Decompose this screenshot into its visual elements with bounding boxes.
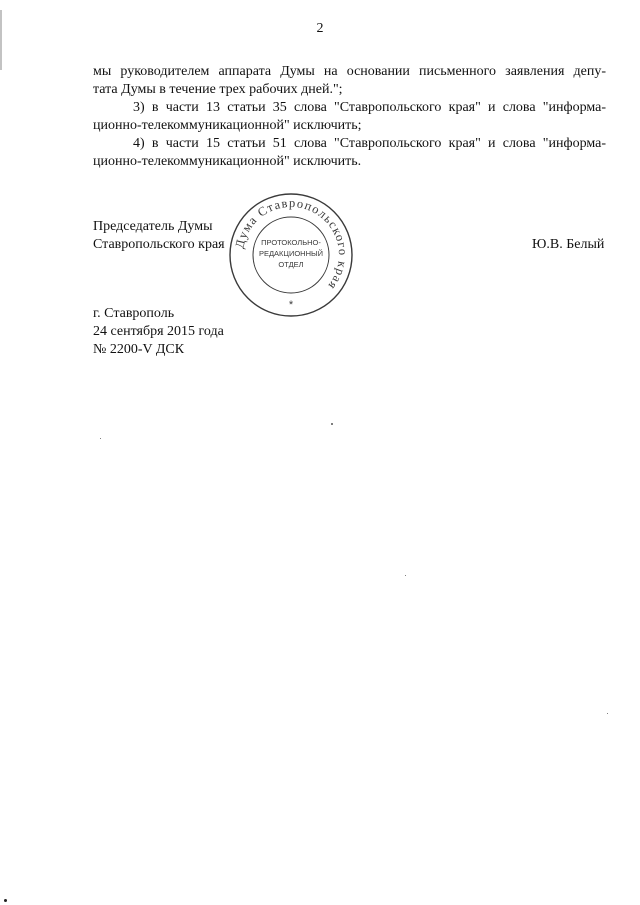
body-line-1: мы руководителем аппарата Думы на основании письменного заявления депу- [93, 64, 606, 79]
official-stamp [226, 190, 356, 320]
body-line-3: 3) в части 13 статьи 35 слова "Ставропольского края" и слова "информа- [133, 100, 606, 115]
body-line-2: тата Думы в течение трех рабочих дней."; [93, 82, 343, 97]
scan-speck [331, 423, 333, 425]
body-line-5: 4) в части 15 статьи 51 слова "Ставропольского края" и слова "информа- [133, 136, 606, 151]
page-number: 2 [316, 21, 324, 36]
scan-speck [405, 575, 406, 576]
scan-edge-mark [0, 10, 2, 70]
scan-speck [100, 438, 101, 439]
scan-speck [4, 899, 7, 902]
footer-document-number: № 2200-V ДСК [93, 342, 185, 357]
footer-city: г. Ставрополь [93, 306, 175, 321]
stamp-ring-text: Дума Ставропольского края [232, 195, 351, 294]
stamp-center-line-1: ПРОТОКОЛЬНО- [261, 238, 321, 247]
stamp-star: * [288, 299, 294, 311]
footer-date: 24 сентября 2015 года [93, 324, 224, 339]
signatory-name: Ю.В. Белый [532, 237, 605, 252]
scan-speck [607, 713, 608, 714]
stamp-center-line-3: ОТДЕЛ [278, 260, 304, 269]
signatory-title-line-2: Ставропольского края [93, 237, 225, 252]
body-line-6: ционно-телекоммуникационной" исключить. [93, 154, 362, 169]
stamp-center-line-2: РЕДАКЦИОННЫЙ [258, 249, 324, 258]
body-line-4: ционно-телекоммуникационной" исключить; [93, 118, 362, 133]
signatory-title-line-1: Председатель Думы [93, 219, 213, 234]
